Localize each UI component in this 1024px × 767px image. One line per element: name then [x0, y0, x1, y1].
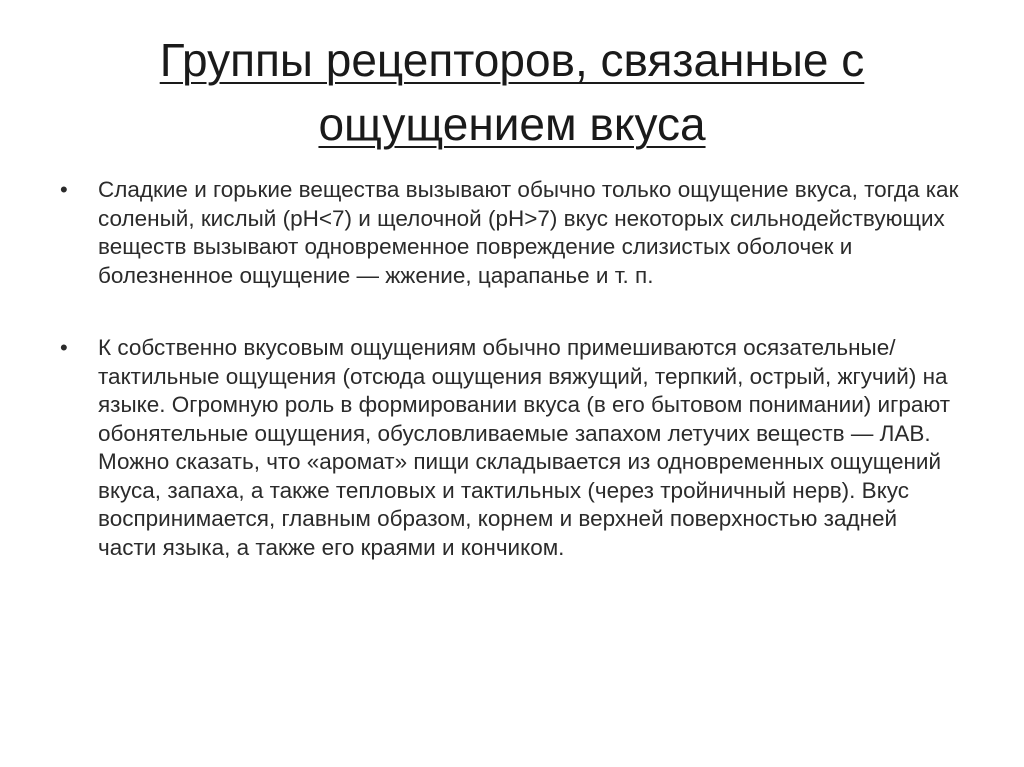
- slide-title-line-1: Группы рецепторов, связанные с: [159, 34, 865, 86]
- bullet-text: Сладкие и горькие вещества вызывают обычно только ощущение вкуса, тогда как соленый, кислый (pH<7) и щелочной (pH>7) вкус некоторых сильнодействующих веществ вызывают одновременное повреждение слизистых оболочек и болезненное ощущение — жжение, царапанье и т. п.: [98, 177, 959, 288]
- bullet-dot-icon: •: [60, 177, 68, 202]
- bullet-text: К собственно вкусовым ощущениям обычно примешиваются осязательные/тактильные ощущения (отсюда ощущения вяжущий, терпкий, острый, жгучий) на языке. Огромную роль в формировании вкуса (в его бытовом понимании) играют обонятельные ощущения, обусловливаемые запахом летучих веществ — ЛАВ. Можно сказать, что «аромат» пищи складывается из одновременных ощущений вкуса, запаха, а также тепловых и тактильных (через тройничный нерв). Вкус воспринимается, главным образом, корнем и верхней поверхностью задней части языка, а также его краями и кончиком.: [98, 335, 951, 560]
- bullet-dot-icon: •: [60, 335, 68, 360]
- slide-title: [60, 28, 964, 156]
- bullet-item: [60, 334, 960, 562]
- bullet-list: [60, 176, 960, 606]
- slide-title-line-2: ощущением вкуса: [318, 98, 706, 150]
- bullet-item: [60, 176, 960, 290]
